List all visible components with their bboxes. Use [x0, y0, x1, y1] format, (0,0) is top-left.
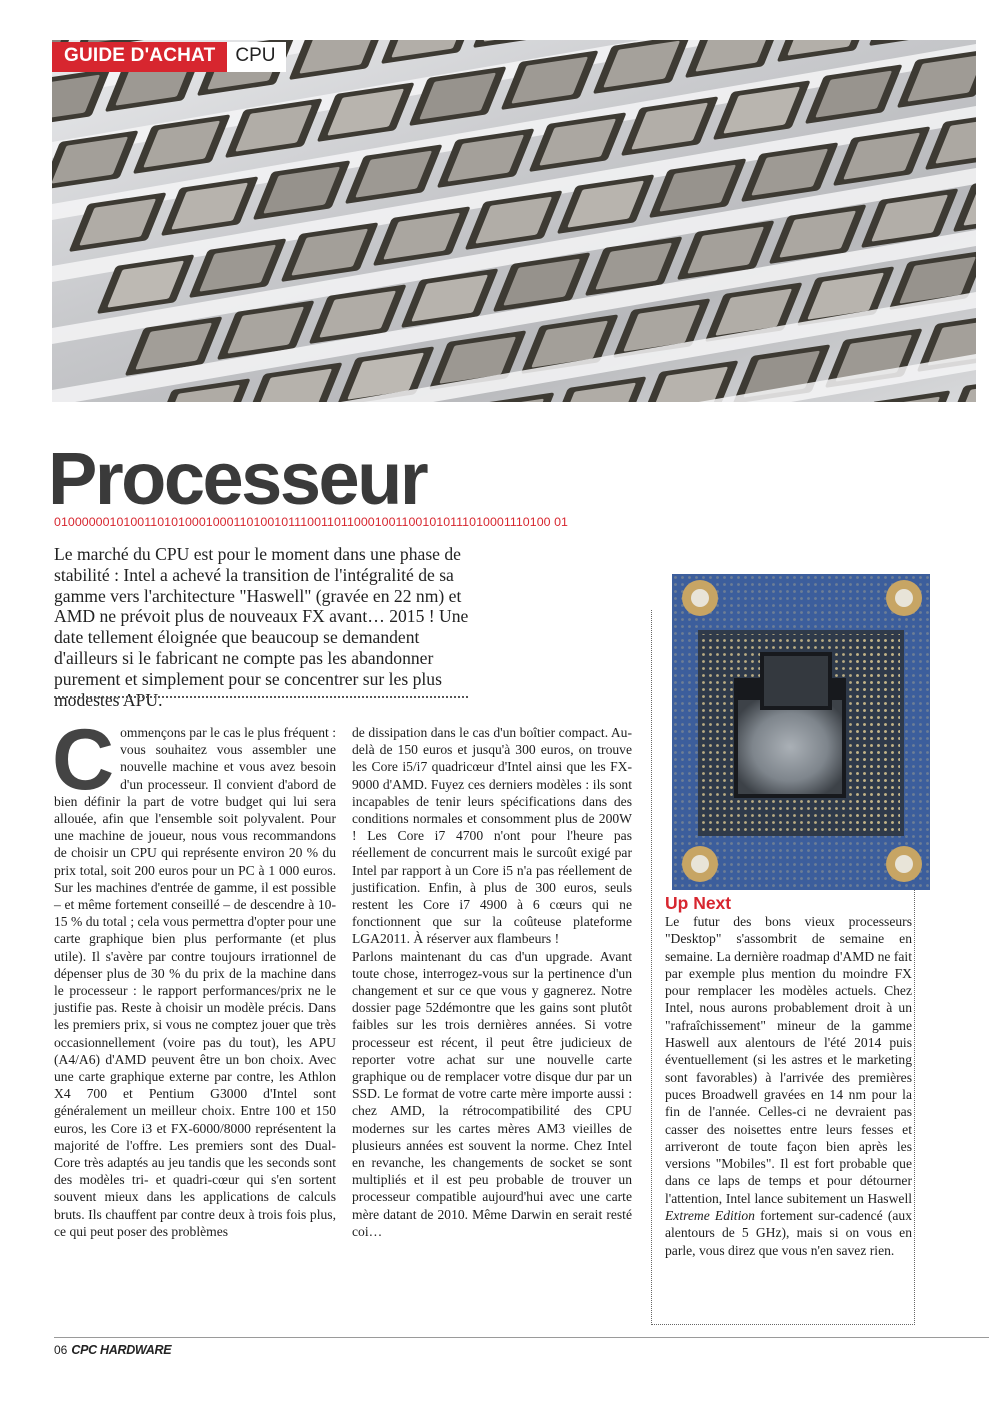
dropcap: C [52, 712, 115, 808]
binary-subtitle: 0100000010100110101000100011010010111001101100010011001010111010001110100 01 [54, 515, 568, 529]
magazine-brand: CPC HARDWARE [71, 1343, 172, 1357]
section-tag [52, 42, 286, 72]
footer-rule [54, 1337, 989, 1338]
cpu-die-illustration [672, 574, 930, 890]
cpu-die-photo [672, 574, 930, 890]
section-subject: CPU [227, 42, 285, 72]
article-title: Processeur [48, 437, 427, 520]
page-footer [54, 1343, 171, 1357]
sidebar-text-part: fortement sur-cadencé (aux alentours de 5 GHz), mais si on vous en parle, vous direz que vous n'en savez rien. [665, 1208, 912, 1258]
body-paragraph: Parlons maintenant du cas d'un upgrade. Avant toute chose, interrogez-vous sur la pertinence d'un changement et sur ce que vous y gagnerez. Notre dossier page 52démontre que les gains sont plutôt faibles sur les trois dernières années. Si votre processeur est récent, il peut être judicieux de reporter votre achat sur une nouvelle carte graphique ou de remplacer votre disque dur par un SSD. Le format de votre carte mère importe aussi : chez AMD, la rétrocompatibilité des CPU modernes sur les cartes mères AM3 vieilles de plusieurs années est souvent la norme. Chez Intel en revanche, les changements de socket se sont multipliés et il est peu probable de trouver un processeur compatible aujourd'hui avec une carte mère datant de 2010. Même Darwin en serait resté coi… [352, 948, 632, 1239]
body-paragraph: ommençons par le cas le plus fréquent : vous souhaitez vous assembler une nouvelle machine et vous avez besoin d'un processeur. Il convient d'abord de bien définir la part de votre budget qui lui sera allouée, afin que l'ensemble soit polyvalent. Pour une machine de joueur, nous vous recommandons de choisir un CPU qui représente environ 20 % du prix total, soit 200 euros pour un PC à 1 000 euros. Sur les machines d'entrée de gamme, il est possible – et même fortement conseillé – de descendre à 10-15 % du total ; cela vous permettra d'opter pour une carte graphique bien plus performante (et plus utile). Il s'avère par contre toujours irrationnel de dépenser plus de 30 % du prix de la machine dans le processeur : le rapport performances/prix ne le justifie pas. Reste à choisir un modèle précis. Dans les premiers prix, si vous ne comptez jouer que très occasionnellement (voire pas du tout), les APU (A4/A6) d'AMD peuvent être un bon choix. Avec une carte graphique externe par contre, les Athlon X4 700 et Pentium G3000 d'Intel sont généralement un meilleur choix. Entre 100 et 150 euros, les Core i3 et FX-6000/8000 représentent la majorité de l'offre. Les premiers sont des Dual-Core très adaptés au jeu tandis que les seconds sont des modèles tri- et quadri-cœur qui s'en sortent souvent mieux dans les applications de calculs bruts. Ils chauffent par contre deux à trois fois plus, ce qui peut poser des problèmes [54, 725, 336, 1239]
section-tag-label: GUIDE D'ACHAT [52, 42, 227, 72]
sidebar-heading: Up Next [665, 893, 732, 913]
sidebar-text [665, 913, 912, 1259]
hero-photo [52, 40, 976, 402]
lead-divider [54, 696, 468, 698]
article-lead: Le marché du CPU est pour le moment dans une phase de stabilité : Intel a achevé la transition de l'intégralité de sa gamme vers l'architecture "Haswell" (gravée en 22 nm) et AMD ne prévoit plus de nouveaux FX avant… 2015 ! Une date tellement éloignée que beaucoup se demandent d'ailleurs si le fabricant ne compte pas les abandonner purement et simplement pour se concentrer sur les plus modestes APU. [54, 544, 469, 710]
body-paragraph: de dissipation dans le cas d'un boîtier compact. Au-delà de 150 euros et jusqu'à 300 euros, on trouve les Core i5/i7 quadricœur d'Intel ainsi que les FX-9000 d'AMD. Fuyez ces derniers modèles : ils sont incapables de tenir leurs spécifications dans des conditions normales et consomment plus de 200W ! Les Core i7 4700 n'ont pour l'heure pas réellement de concurrent mais le surcoût exigé par Intel par rapport à un Core i5 n'a pas réellement de justification. Enfin, à plus de 300 euros, seuls restent les Core i7 4900 à 6 cœurs qui ne fonctionnent que sur la coûteuse plateforme LGA2011. À réserver aux flambeurs ! [352, 725, 632, 947]
body-column-1 [52, 712, 336, 1240]
sidebar-text-part: Le futur des bons vieux processeurs "Desktop" s'assombrit de semaine en semaine. La dernière roadmap d'AMD ne fait par exemple plus mention du moindre FX pour remplacer les modèles actuels. Chez Intel, nous aurons probablement droit à un "rafraîchissement" mineur de la gamme Haswell aux alentours de l'été 2014 puis éventuellement (si les astres et le marketing sont favorables) à l'arrivée des premières puces Broadwell gravées en 14 nm pour la fin de l'année. Celles-ci ne devraient pas casser des noisettes entre leurs fesses et arriveront de toute façon bien après les versions "Mobiles". Il est fort probable que dans ce laps de temps et pour détourner l'attention, Intel lance subitement un Haswell [665, 914, 912, 1206]
body-column-2 [352, 724, 632, 1240]
sidebar-text-emphasis: Extreme Edition [665, 1208, 755, 1224]
cpu-tray-illustration [52, 40, 976, 402]
page-number: 06 [54, 1343, 68, 1357]
